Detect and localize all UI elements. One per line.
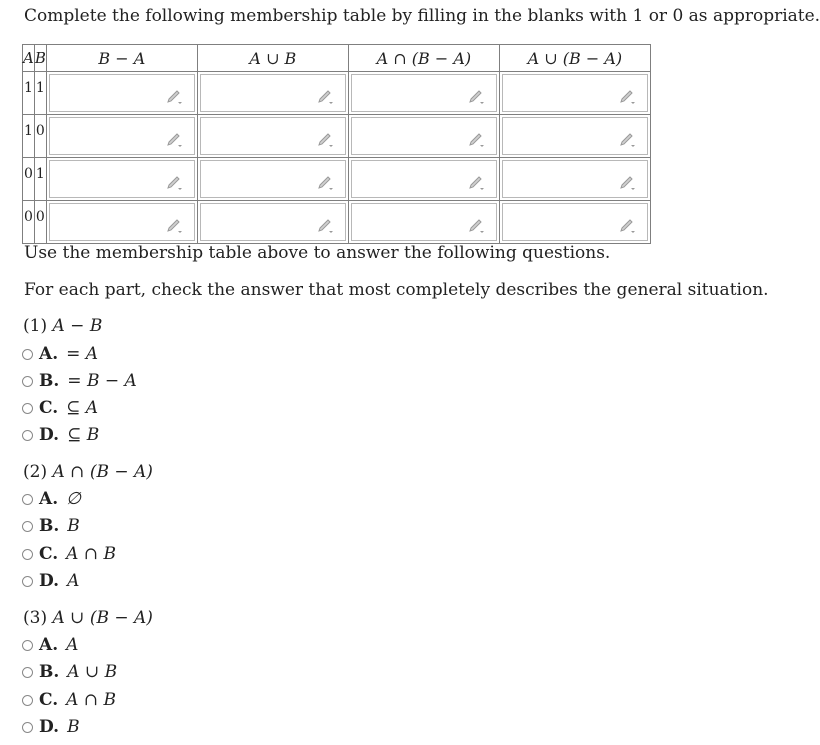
q3-option-d[interactable]: D. B: [22, 717, 80, 737]
header-a-union-b-minus-a: A ∪ (B − A): [499, 45, 650, 72]
table-row: [23, 158, 651, 201]
q1-option-d[interactable]: D. ⊆ B: [22, 425, 99, 445]
radio-button[interactable]: [22, 430, 33, 441]
answer-input[interactable]: [351, 117, 497, 155]
row-b-value: 0: [34, 115, 46, 158]
question-number: (3): [23, 608, 48, 628]
row-b-value: 1: [34, 158, 46, 201]
answer-input[interactable]: [502, 74, 648, 112]
pencil-icon[interactable]: [317, 215, 335, 233]
instructions-text: Complete the following membership table by filling in the blanks with 1 or 0 as appropriate.: [24, 6, 820, 26]
pencil-icon[interactable]: [317, 172, 335, 190]
radio-button[interactable]: [22, 667, 33, 678]
radio-button[interactable]: [22, 521, 33, 532]
q2-option-c[interactable]: C. A ∩ B: [22, 544, 116, 564]
q3-option-a[interactable]: A. A: [22, 635, 78, 655]
q3-option-b[interactable]: B. A ∪ B: [22, 662, 117, 682]
header-a: A: [23, 45, 35, 72]
q3-option-c[interactable]: C. A ∩ B: [22, 690, 116, 710]
radio-button[interactable]: [22, 722, 33, 733]
table-followup-text: Use the membership table above to answer the following questions.: [24, 243, 611, 263]
answer-input[interactable]: [351, 74, 497, 112]
answer-input[interactable]: [200, 74, 346, 112]
answer-input[interactable]: [49, 203, 195, 241]
question-2-heading: [23, 462, 153, 482]
row-b-value: 0: [34, 201, 46, 244]
answer-input[interactable]: [200, 117, 346, 155]
question-expression: A − B: [52, 316, 103, 336]
answer-input[interactable]: [49, 160, 195, 198]
header-a-intersect-b-minus-a: A ∩ (B − A): [348, 45, 499, 72]
pencil-icon[interactable]: [619, 172, 637, 190]
row-b-value: 1: [34, 72, 46, 115]
row-a-value: 1: [23, 72, 35, 115]
question-1-heading: [23, 316, 102, 336]
q1-option-a[interactable]: A. = A: [22, 344, 98, 364]
question-3-heading: [23, 608, 153, 628]
table-row: [23, 72, 651, 115]
question-expression: A ∩ (B − A): [52, 462, 153, 482]
pencil-icon[interactable]: [317, 129, 335, 147]
answer-input[interactable]: [351, 160, 497, 198]
pencil-icon[interactable]: [468, 172, 486, 190]
answer-input[interactable]: [502, 117, 648, 155]
question-number: (2): [23, 462, 48, 482]
pencil-icon[interactable]: [619, 86, 637, 104]
pencil-icon[interactable]: [468, 86, 486, 104]
q2-option-a[interactable]: A. ∅: [22, 489, 81, 509]
radio-button[interactable]: [22, 376, 33, 387]
radio-button[interactable]: [22, 403, 33, 414]
pencil-icon[interactable]: [166, 215, 184, 233]
answer-input[interactable]: [502, 160, 648, 198]
answer-input[interactable]: [49, 74, 195, 112]
radio-button[interactable]: [22, 695, 33, 706]
radio-button[interactable]: [22, 349, 33, 360]
table-row: [23, 115, 651, 158]
q2-option-b[interactable]: B. B: [22, 516, 80, 536]
question-number: (1): [23, 316, 48, 336]
answer-input[interactable]: [502, 203, 648, 241]
membership-table: [22, 44, 651, 244]
row-a-value: 1: [23, 115, 35, 158]
answer-input[interactable]: [49, 117, 195, 155]
radio-button[interactable]: [22, 494, 33, 505]
row-a-value: 0: [23, 201, 35, 244]
answer-input[interactable]: [351, 203, 497, 241]
answer-input[interactable]: [200, 160, 346, 198]
header-a-union-b: A ∪ B: [197, 45, 348, 72]
radio-button[interactable]: [22, 549, 33, 560]
pencil-icon[interactable]: [468, 129, 486, 147]
pencil-icon[interactable]: [166, 172, 184, 190]
radio-button[interactable]: [22, 640, 33, 651]
pencil-icon[interactable]: [317, 86, 335, 104]
pencil-icon[interactable]: [619, 215, 637, 233]
pencil-icon[interactable]: [166, 129, 184, 147]
pencil-icon[interactable]: [166, 86, 184, 104]
q2-option-d[interactable]: D. A: [22, 571, 79, 591]
table-row: [23, 201, 651, 244]
q1-option-b[interactable]: B. = B − A: [22, 371, 137, 391]
q1-option-c[interactable]: C. ⊆ A: [22, 398, 98, 418]
radio-button[interactable]: [22, 576, 33, 587]
instructions-general: For each part, check the answer that most completely describes the general situation.: [24, 280, 769, 300]
header-b-minus-a: B − A: [46, 45, 197, 72]
row-a-value: 0: [23, 158, 35, 201]
pencil-icon[interactable]: [468, 215, 486, 233]
answer-input[interactable]: [200, 203, 346, 241]
question-expression: A ∪ (B − A): [52, 608, 153, 628]
header-b: B: [34, 45, 46, 72]
pencil-icon[interactable]: [619, 129, 637, 147]
